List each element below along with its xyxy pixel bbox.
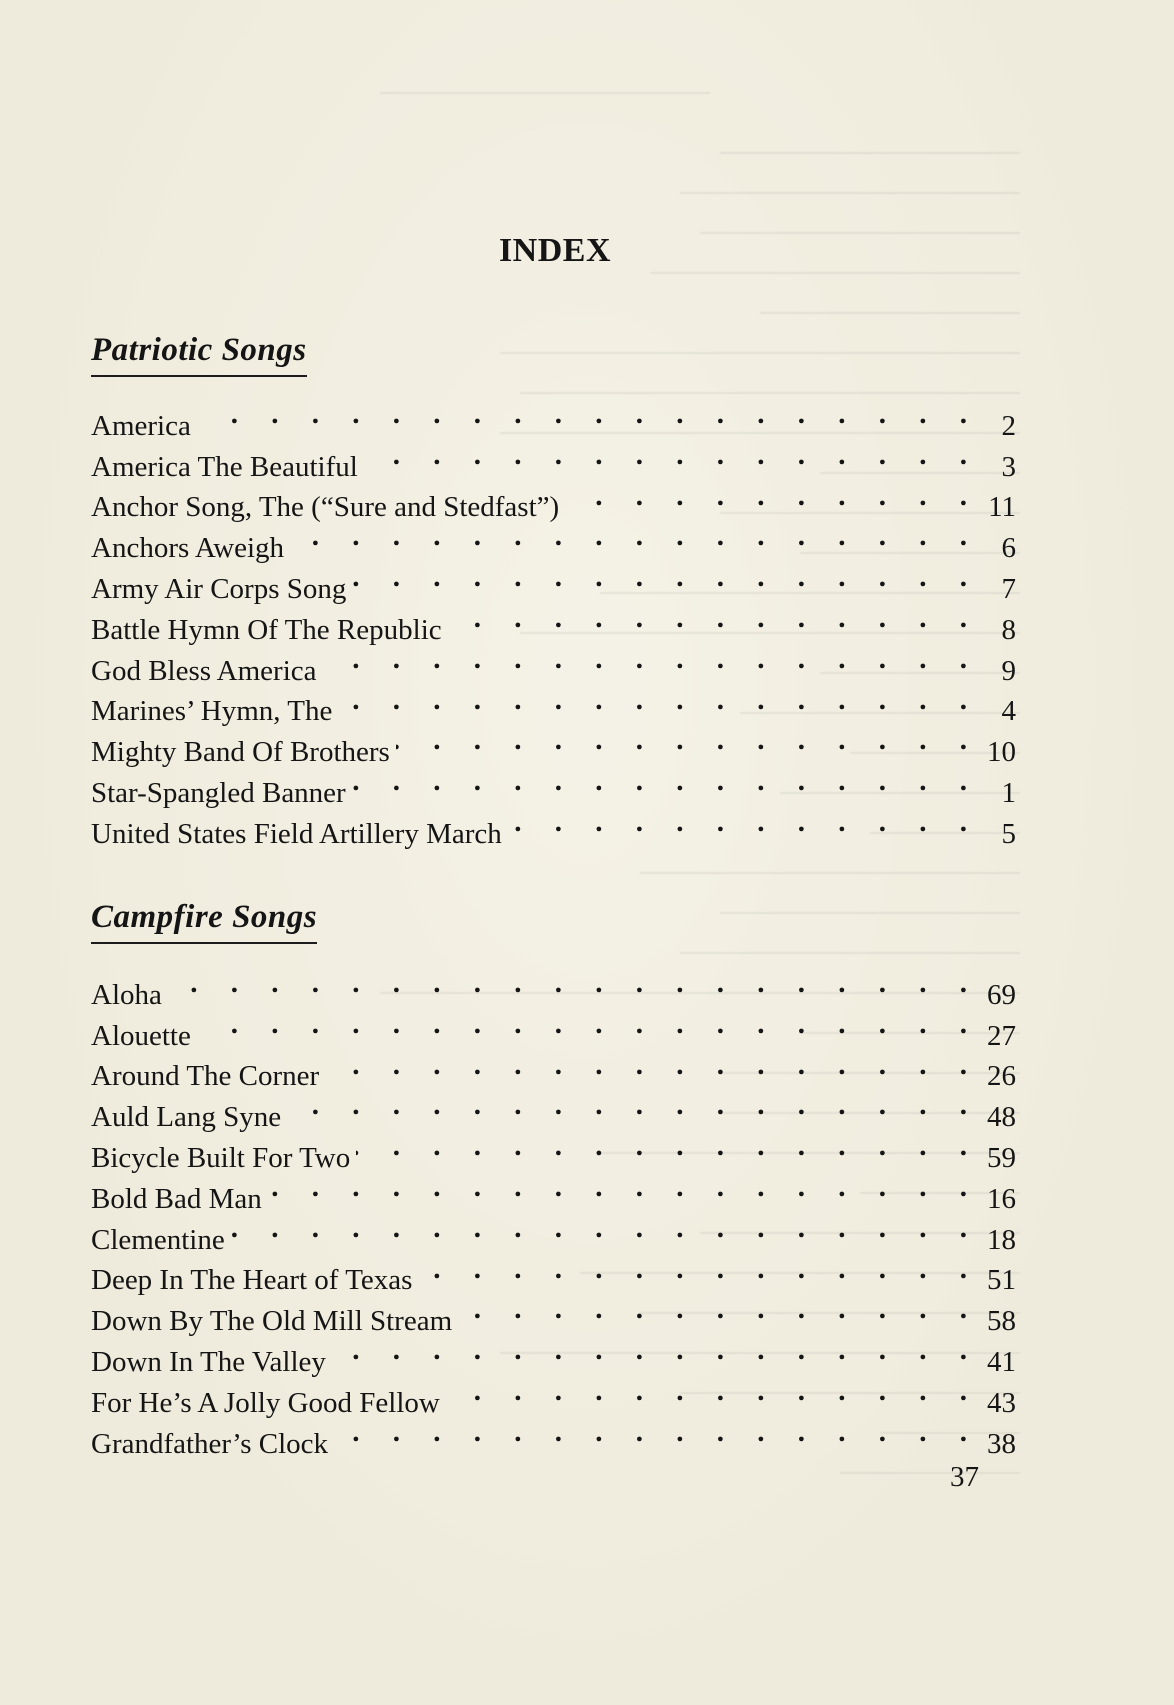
page-ref: 5 (1001, 817, 1016, 850)
dot-leader (323, 639, 980, 680)
section-heading-label: Patriotic Songs (91, 332, 307, 368)
page-ref: 2 (1001, 409, 1016, 442)
song-title: God Bless America (91, 654, 317, 687)
page-ref: 16 (987, 1182, 1016, 1215)
song-title: United States Field Artillery March (91, 817, 502, 850)
index-title: INDEX (498, 232, 612, 269)
dot-leader (448, 598, 980, 639)
list-item (91, 1249, 1016, 1297)
dot-leader (364, 435, 980, 476)
list-item (91, 761, 1016, 809)
song-title: Anchors Aweigh (91, 532, 285, 565)
list-item (91, 680, 1016, 728)
list-item (91, 1412, 1016, 1460)
page-ref: 11 (988, 491, 1016, 524)
song-title: Battle Hymn Of The Republic (91, 613, 442, 646)
page-ref: 1 (1001, 776, 1016, 809)
page-ref: 43 (987, 1386, 1016, 1419)
dot-leader (446, 1371, 980, 1412)
section-heading-patriotic (91, 332, 307, 369)
list-item (91, 557, 1016, 605)
page-ref: 8 (1001, 613, 1016, 646)
list-item (91, 963, 1016, 1011)
list-item (91, 394, 1016, 442)
song-title: Clementine (91, 1223, 225, 1256)
dot-leader (290, 516, 980, 557)
dot-leader (325, 1045, 980, 1086)
song-title: For He’s A Jolly Good Fellow (91, 1386, 440, 1419)
dot-leader (268, 1167, 980, 1208)
page-ref: 18 (987, 1223, 1016, 1256)
dot-leader (168, 963, 980, 1004)
dot-leader (334, 1412, 980, 1453)
dot-leader (458, 1289, 980, 1330)
song-title: Bicycle Built For Two (91, 1141, 351, 1174)
song-title: Deep In The Heart of Texas (91, 1264, 413, 1297)
page-ref: 3 (1001, 450, 1016, 483)
section-heading-campfire (91, 899, 317, 936)
page-ref: 9 (1001, 654, 1016, 687)
page-number: 37 (950, 1461, 979, 1493)
page-ref: 59 (987, 1141, 1016, 1174)
list-item (91, 598, 1016, 646)
song-title: Marines’ Hymn, The (91, 695, 333, 728)
dot-leader (197, 394, 980, 435)
patriotic-songs-list (91, 394, 1016, 850)
list-item (91, 1126, 1016, 1174)
page-ref: 38 (987, 1427, 1016, 1460)
page-ref: 51 (987, 1264, 1016, 1297)
campfire-songs-list (91, 963, 1016, 1460)
dot-leader (356, 1126, 980, 1167)
song-title: Alouette (91, 1019, 191, 1052)
list-item (91, 1004, 1016, 1052)
list-item (91, 1330, 1016, 1378)
song-title: Auld Lang Syne (91, 1101, 282, 1134)
song-title: Around The Corner (91, 1060, 320, 1093)
dot-leader (197, 1004, 980, 1045)
page-ref: 48 (987, 1101, 1016, 1134)
song-title: Down By The Old Mill Stream (91, 1305, 453, 1338)
song-title: Mighty Band Of Brothers (91, 736, 390, 769)
list-item (91, 720, 1016, 769)
page-ref: 6 (1001, 532, 1016, 565)
song-title: Bold Bad Man (91, 1182, 262, 1215)
page-ref: 69 (987, 978, 1016, 1011)
dot-leader (565, 476, 980, 517)
heading-underline (91, 942, 317, 944)
dot-leader (287, 1085, 980, 1126)
dot-leader (332, 1330, 980, 1371)
dot-leader (231, 1208, 980, 1249)
list-item (91, 1045, 1016, 1093)
page-ref: 7 (1001, 572, 1016, 605)
list-item (91, 802, 1016, 850)
list-item (91, 435, 1016, 483)
page-ref: 26 (987, 1060, 1016, 1093)
page-ref: 10 (987, 736, 1016, 769)
song-title: Grandfather’s Clock (91, 1427, 329, 1460)
page-ref: 41 (987, 1345, 1016, 1378)
dot-leader (508, 802, 980, 843)
dot-leader (396, 720, 980, 761)
song-title: Army Air Corps Song (91, 572, 347, 605)
dot-leader (338, 680, 980, 721)
list-item (91, 476, 1016, 524)
list-item (91, 1371, 1016, 1419)
dot-leader (352, 761, 980, 802)
song-title: Aloha (91, 978, 162, 1011)
list-item (91, 639, 1016, 687)
list-item (91, 1289, 1016, 1338)
heading-underline (91, 375, 307, 377)
list-item (91, 1167, 1016, 1215)
song-title: Down In The Valley (91, 1345, 326, 1378)
list-item (91, 516, 1016, 565)
page-ref: 4 (1001, 695, 1016, 728)
list-item (91, 1208, 1016, 1256)
song-title: America (91, 409, 191, 442)
list-item (91, 1085, 1016, 1134)
song-title: Anchor Song, The (“Sure and Stedfast”) (91, 491, 560, 524)
song-title: America The Beautiful (91, 450, 358, 483)
section-heading-label: Campfire Songs (91, 899, 318, 935)
page-ref: 27 (987, 1019, 1016, 1052)
song-title: Star-Spangled Banner (91, 776, 346, 809)
dot-leader (418, 1249, 980, 1290)
page-ref: 58 (987, 1305, 1016, 1338)
dot-leader (352, 557, 980, 598)
